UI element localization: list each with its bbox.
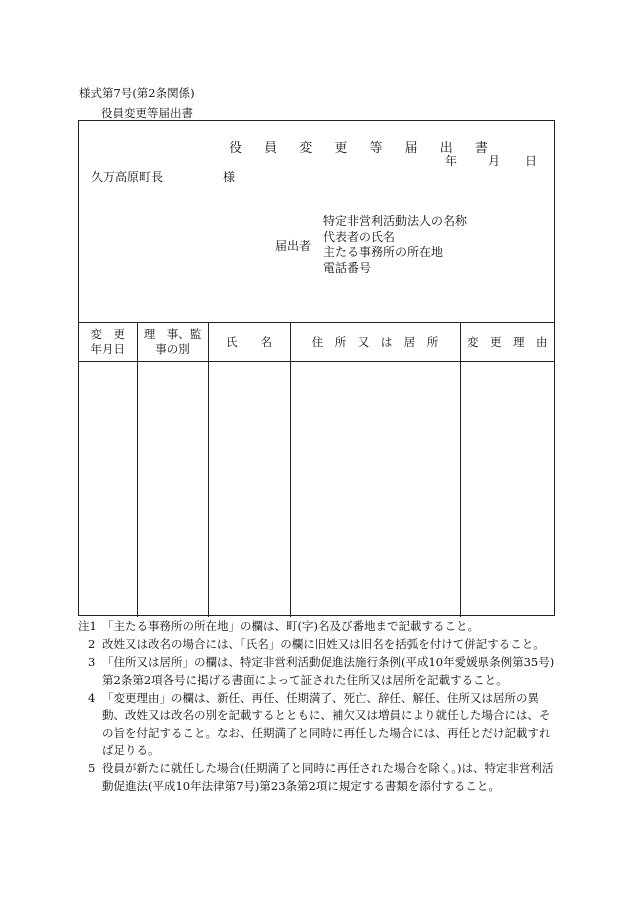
note-item: [78, 690, 558, 760]
note-number: 注1: [78, 619, 97, 633]
filer-field-corp-name: 特定非営利活動法人の名称: [323, 214, 468, 228]
col-header-change-reason: 変 更 理 由: [460, 323, 554, 362]
cell-name[interactable]: [208, 362, 290, 618]
note-item: [78, 636, 558, 654]
note-number: 5: [88, 761, 96, 775]
addressee: 久万高原町長 様: [91, 170, 236, 184]
cell-change-date[interactable]: [79, 362, 137, 618]
document-title: 役 員 変 更 等 届 出 書: [229, 141, 497, 156]
note-number: 3: [88, 655, 96, 669]
cell-director-type[interactable]: [137, 362, 208, 618]
filer-field-phone: 電話番号: [323, 260, 372, 275]
col-header-name: 氏 名: [208, 323, 290, 362]
note-text: 「変更理由」の欄は、新任、再任、任期満了、死亡、辞任、解任、住所又は居所の異動、改姓又は改名の別を記載するとともに、補欠又は増員により就任した場合には、その旨を付記すること。なお、任期満了と同時に再任した場合には、再任とだけ記載すれば足りる。: [102, 690, 551, 757]
notes: [78, 618, 558, 796]
officer-change-table: [79, 322, 554, 617]
note-number: 2: [88, 637, 96, 651]
form-number: 様式第7号(第2条関係): [79, 86, 195, 100]
col-header-address: 住 所 又 は 居 所: [290, 323, 460, 362]
note-text: 改姓又は改名の場合には、「氏名」の欄に旧姓又は旧名を括弧を付けて併記すること。: [102, 637, 545, 651]
form-frame: [78, 120, 555, 616]
note-text: 「主たる事務所の所在地」の欄は、町(字)名及び番地まで記載すること。: [102, 619, 479, 633]
filer-field-office-address: 主たる事務所の所在地: [323, 245, 444, 259]
form-name: 役員変更等届出書: [101, 106, 193, 120]
note-text: 役員が新たに就任した場合(任期満了と同時に再任された場合を除く。)は、特定非営利活動促進法(平成10年法律第7号)第23条第2項に規定する書類を添付すること。: [102, 761, 554, 793]
note-item: [78, 654, 558, 689]
table-row: [79, 362, 554, 618]
date-year: 年: [445, 154, 458, 168]
col-header-change-date: 変 更 年月日: [79, 323, 137, 362]
filer-label: 届出者: [275, 239, 312, 253]
cell-address[interactable]: [290, 362, 460, 618]
table-header-row: [79, 323, 554, 362]
filer-field-rep-name: 代表者の氏名: [323, 229, 396, 244]
date-line: [445, 152, 537, 169]
note-item: [78, 760, 558, 795]
date-day: 日: [525, 154, 538, 168]
note-item: [78, 618, 558, 636]
col-header-director-type: 理 事、監 事の別: [137, 323, 208, 362]
date-month: 月: [488, 154, 501, 168]
cell-change-reason[interactable]: [460, 362, 554, 618]
filer-fields: [323, 214, 467, 276]
note-text: 「住所又は居所」の欄は、特定非営利活動促進法施行条例(平成10年愛媛県条例第35号)第2条第2項各号に掲げる書面によって証された住所又は居所を記載すること。: [102, 655, 555, 687]
note-number: 4: [88, 690, 96, 705]
form-header-area: [79, 121, 554, 323]
